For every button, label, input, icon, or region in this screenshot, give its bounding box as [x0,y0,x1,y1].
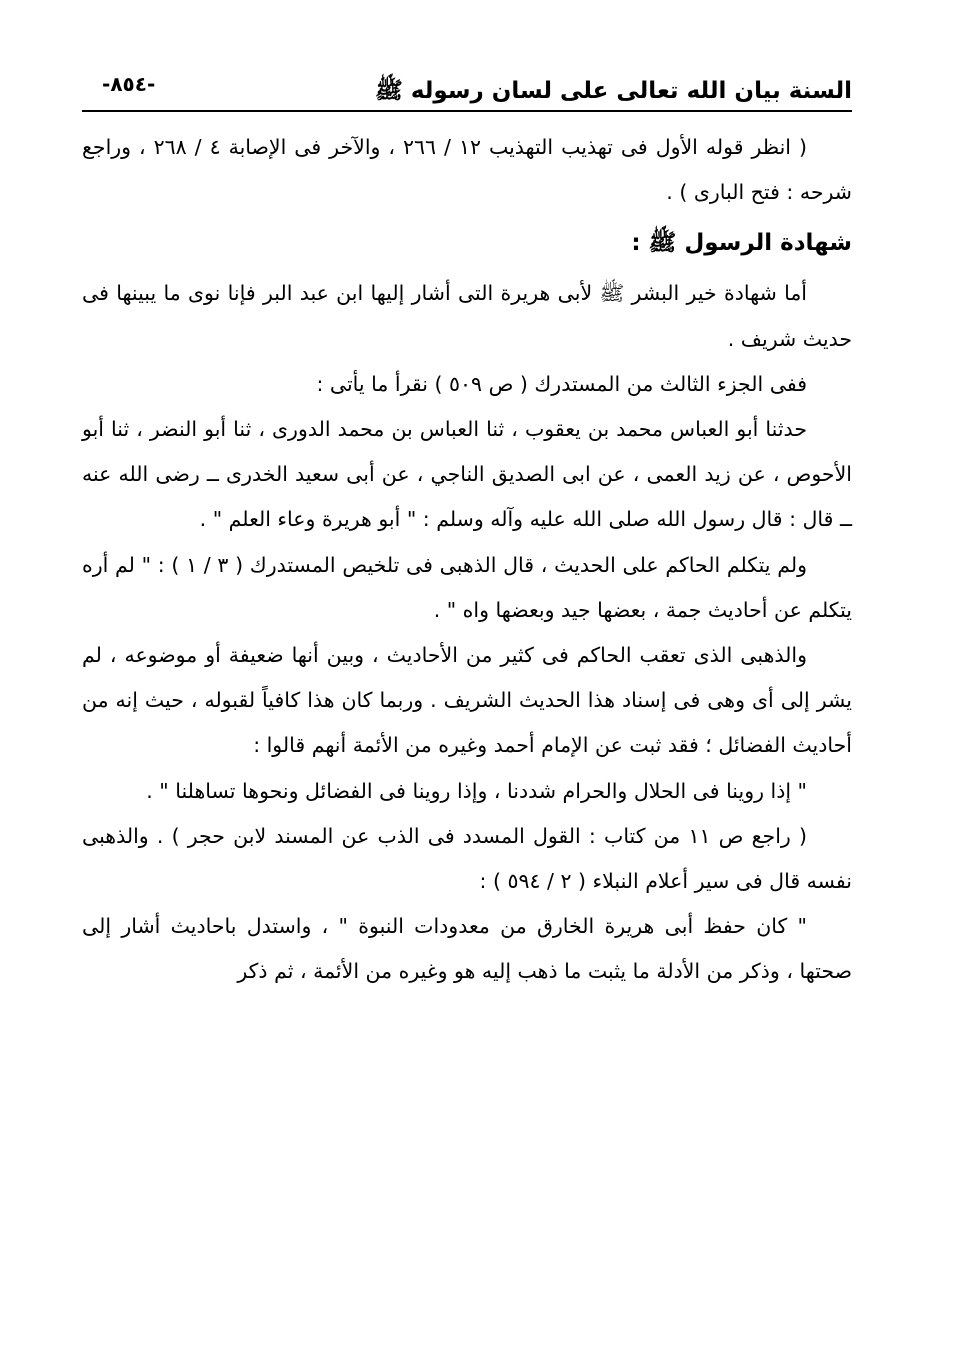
paragraph-hakim-comment: ولم يتكلم الحاكم على الحديث ، قال الذهبى فى تلخيص المستدرك ( ٣ / ١ ) : " لم أره يتكلم عن أحاديث جمة ، بعضها جيد وبعضها واه " . [82,552,852,622]
document-body [82,125,852,995]
running-title: السنة بيان الله تعالى على لسان رسوله ﷺ [375,78,852,104]
section-heading: شهادة الرسول ﷺ : [631,230,852,257]
paragraph-quote-hifz: " كان حفظ أبى هريرة الخارق من معدودات النبوة " ، واستدل باحاديث أشار إلى صحتها ، وذكر من الأدلة ما يثبت ما ذهب إليه هو وغيره من الأئمة ، ثم ذكر [82,914,852,984]
paragraph-reference-tahdhib: ( انظر قوله الأول فى تهذيب التهذيب ١٢ / ٢٦٦ ، والآخر فى الإصابة ٤ / ٢٦٨ ، وراجع شرحه : فتح البارى ) . [82,135,852,205]
page-number: -٨٥٤- [102,72,156,96]
paragraph-mustadrak-intro: ففى الجزء الثالث من المستدرك ( ص ٥٠٩ ) نقرأ ما يأتى : [316,371,807,396]
paragraph-dhahabi-analysis: والذهبى الذى تعقب الحاكم فى كثير من الأحاديث ، وبين أنها ضعيفة أو موضوعه ، لم يشر إلى أى وهى فى إسناد هذا الحديث الشريف . وربما كان هذا كافياً لقبوله ، حيث إنه من أحاديث الفضائل ؛ فقد ثبت عن الإمام أحمد وغيره من الأئمة أنهم قالوا : [82,643,852,758]
paragraph-hadith-chain: حدثنا أبو العباس محمد بن يعقوب ، ثنا العباس بن محمد الدورى ، ثنا أبو النضر ، ثنا أبو الأحوص ، عن زيد العمى ، عن ابى الصديق الناجي ، عن أبى سعيد الخدرى ــ رضى الله عنه ــ قال : قال رسول الله صلى الله عليه وآله وسلم : " أبو هريرة وعاء العلم " . [82,417,852,532]
page-header [82,70,852,112]
paragraph-reference-musaddad: ( راجع ص ١١ من كتاب : القول المسدد فى الذب عن المسند لابن حجر ) . والذهبى نفسه قال فى سير أعلام النبلاء ( ٢ / ٥٩٤ ) : [82,823,852,894]
paragraph-quote-fadail: " إذا روينا فى الحلال والحرام شددنا ، وإذا روينا فى الفضائل ونحوها تساهلنا " . [146,778,807,803]
paragraph-testimony: أما شهادة خير البشر ﷺ لأبى هريرة التى أشار إليها ابن عبد البر فإنا نوى ما يبينها فى حديث شريف . [82,281,852,351]
